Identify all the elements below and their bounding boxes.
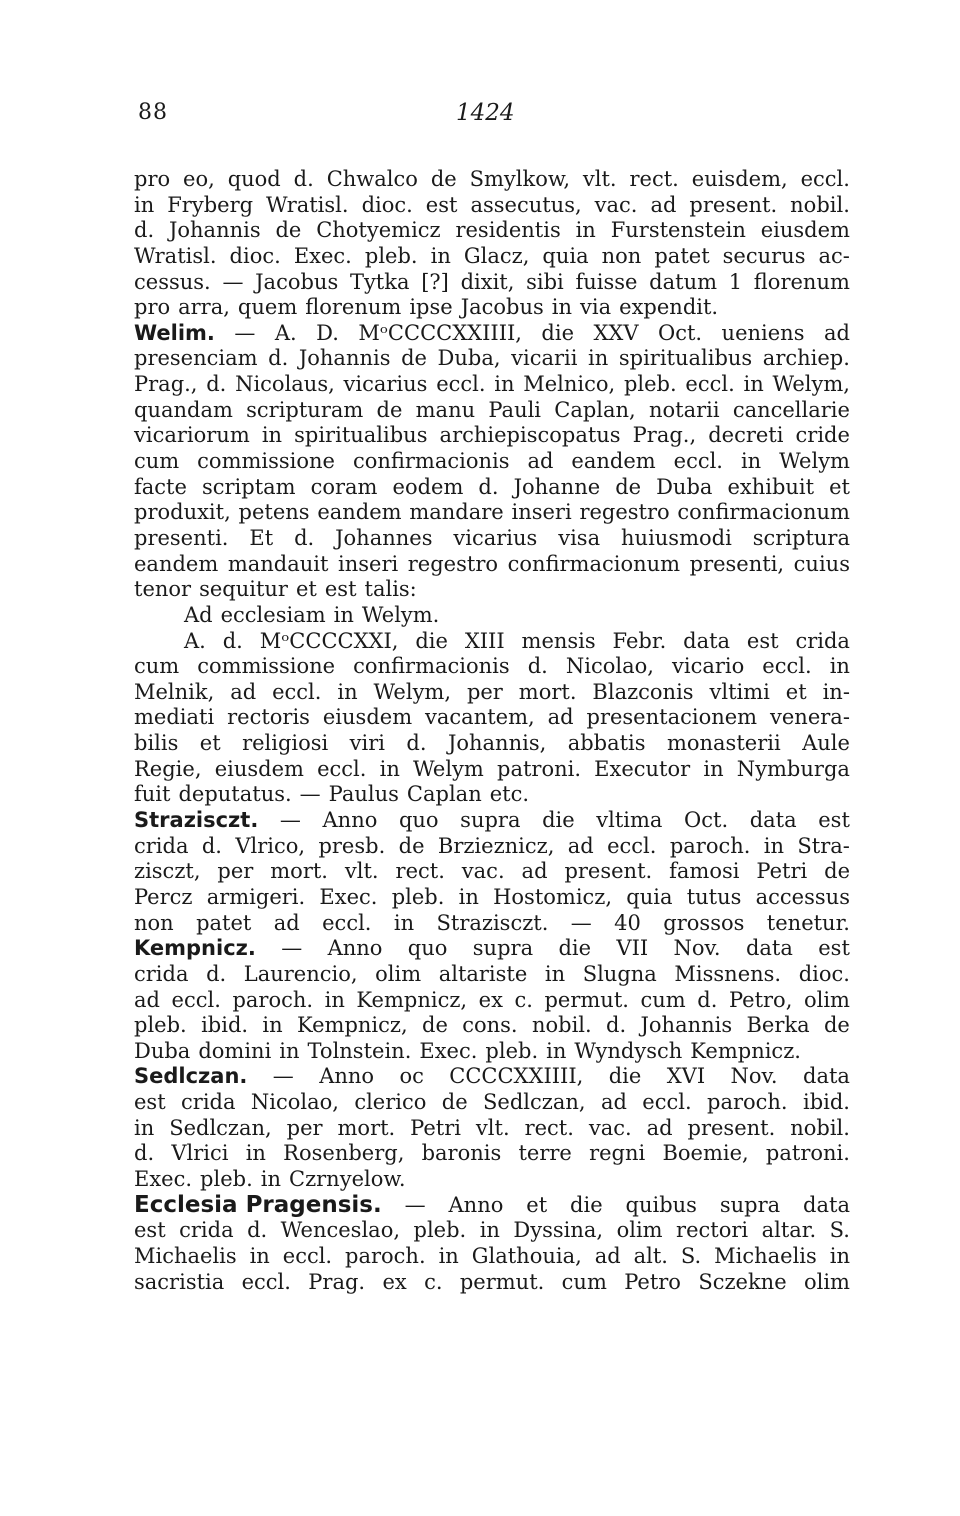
text-line: Michaelis in eccl. paroch. in Glathouia, ad alt. S. Michaelis in [134,1243,850,1268]
text-line: in Sedlczan, per mort. Petri vlt. rect. vac. ad present. nobil. [134,1115,850,1140]
text-line: Wratisl. dioc. Exec. pleb. in Glacz, quia non patet securus ac- [134,243,850,268]
text-line: cessus. — Jacobus Tytka [?] dixit, sibi fuisse datum 1 florenum [134,269,850,294]
text-line: est crida Nicolao, clerico de Sedlczan, ad eccl. paroch. ibid. [134,1090,850,1115]
page-number: 88 [138,100,168,125]
text-line: pleb. ibid. in Kempnicz, de cons. nobil. d. Johannis Berka de [134,1013,850,1038]
text-line: Ecclesia Pragensis. — Anno et die quibus supra data [134,1191,850,1218]
text-line: in Fryberg Wratisl. dioc. est assecutus, vac. ad present. nobil. [134,192,850,217]
text-line: tenor sequitur et est talis: [134,577,417,602]
text-line: Prag., d. Nicolaus, vicarius eccl. in Melnico, pleb. eccl. in Welym, [134,372,850,397]
section-heading: Sedlczan. [134,1064,248,1089]
text-line: quandam scripturam de manu Pauli Caplan, notarii cancellarie [134,397,850,422]
section-heading: Kempnicz. [134,936,256,961]
text-line: crida d. Laurencio, olim altariste in Slugna Missnens. dioc. [134,961,850,986]
text-line: Regie, eiusdem eccl. in Welym patroni. Executor in Nymburga [134,756,850,781]
text-line: d. Vlrici in Rosenberg, baronis terre regni Boemie, patroni. [134,1141,850,1166]
text-line: A. d. MᵒCCCCXXI, die XIII mensis Febr. data est crida [184,628,850,653]
section-heading: Strazisczt. [134,808,259,833]
text-line: Welim. — A. D. MᵒCCCCXXIIII, die XXV Oct. ueniens ad [134,320,850,345]
text-line: Duba domini in Tolnstein. Exec. pleb. in Wyndysch Kempnicz. [134,1038,801,1063]
text-line: Melnik, ad eccl. in Welym, per mort. Blazconis vltimi et in- [134,679,850,704]
text-line: Strazisczt. — Anno quo supra die vltima Oct. data est [134,808,850,833]
text-line: mediati rectoris eiusdem vacantem, ad presentacionem venera- [134,705,850,730]
text-line: pro arra, quem florenum ipse Jacobus in via expendit. [134,295,719,320]
text-line: presenciam d. Johannis de Duba, vicarii in spiritualibus archiep. [134,346,850,371]
text-line: bilis et religiosi viri d. Johannis, abbatis monasterii Aule [134,731,850,756]
text-line: cum commissione confirmacionis ad eandem eccl. in Welym [134,449,850,474]
running-head [138,100,850,130]
text-line: crida d. Vlrico, presb. de Brzieznicz, ad eccl. paroch. in Stra- [134,833,850,858]
text-line: pro eo, quod d. Chwalco de Smylkow, vlt. rect. euisdem, eccl. [134,167,850,191]
body-text [134,167,850,1295]
text-line: Ad ecclesiam in Welym. [184,602,440,627]
text-line: produxit, petens eandem mandare inseri regestro confirmacionum [134,500,850,525]
section-heading: Welim. [134,320,215,345]
text-line: presenti. Et d. Johannes vicarius visa huiusmodi scriptura [134,525,850,550]
text-line: fuit deputatus. — Paulus Caplan etc. [134,782,530,807]
text-line: vicariorum in spiritualibus archiepiscopatus Prag., decreti cride [134,423,850,448]
text-line: Sedlczan. — Anno oc CCCCXXIIII, die XVI Nov. data [134,1064,850,1089]
text-line: Kempnicz. — Anno quo supra die VII Nov. data est [134,936,850,961]
text-line: est crida d. Wenceslao, pleb. in Dyssina, olim rectori altar. S. [134,1218,850,1243]
text-line: Exec. pleb. in Czrnyelow. [134,1166,406,1191]
text-line: zisczt, per mort. vlt. rect. vac. ad present. famosi Petri de [134,859,850,884]
text-line: facte scriptam coram eodem d. Johanne de Duba exhibuit et [134,474,850,499]
text-line: non patet ad eccl. in Strazisczt. — 40 grossos tenetur. [134,910,850,935]
section-heading: Ecclesia Pragensis. [134,1191,382,1218]
running-title-year: 1424 [456,100,515,126]
text-line: d. Johannis de Chotyemicz residentis in Furstenstein eiusdem [134,218,850,243]
text-line: cum commissione confirmacionis d. Nicolao, vicario eccl. in [134,654,850,679]
text-line: eandem mandauit inseri regestro confirmacionum presenti, cuius [134,551,850,576]
text-line: ad eccl. paroch. in Kempnicz, ex c. permut. cum d. Petro, olim [134,987,850,1012]
text-line: sacristia eccl. Prag. ex c. permut. cum Petro Sczekne olim [134,1269,850,1294]
text-line: Percz armigeri. Exec. pleb. in Hostomicz, quia tutus accessus [134,884,850,909]
